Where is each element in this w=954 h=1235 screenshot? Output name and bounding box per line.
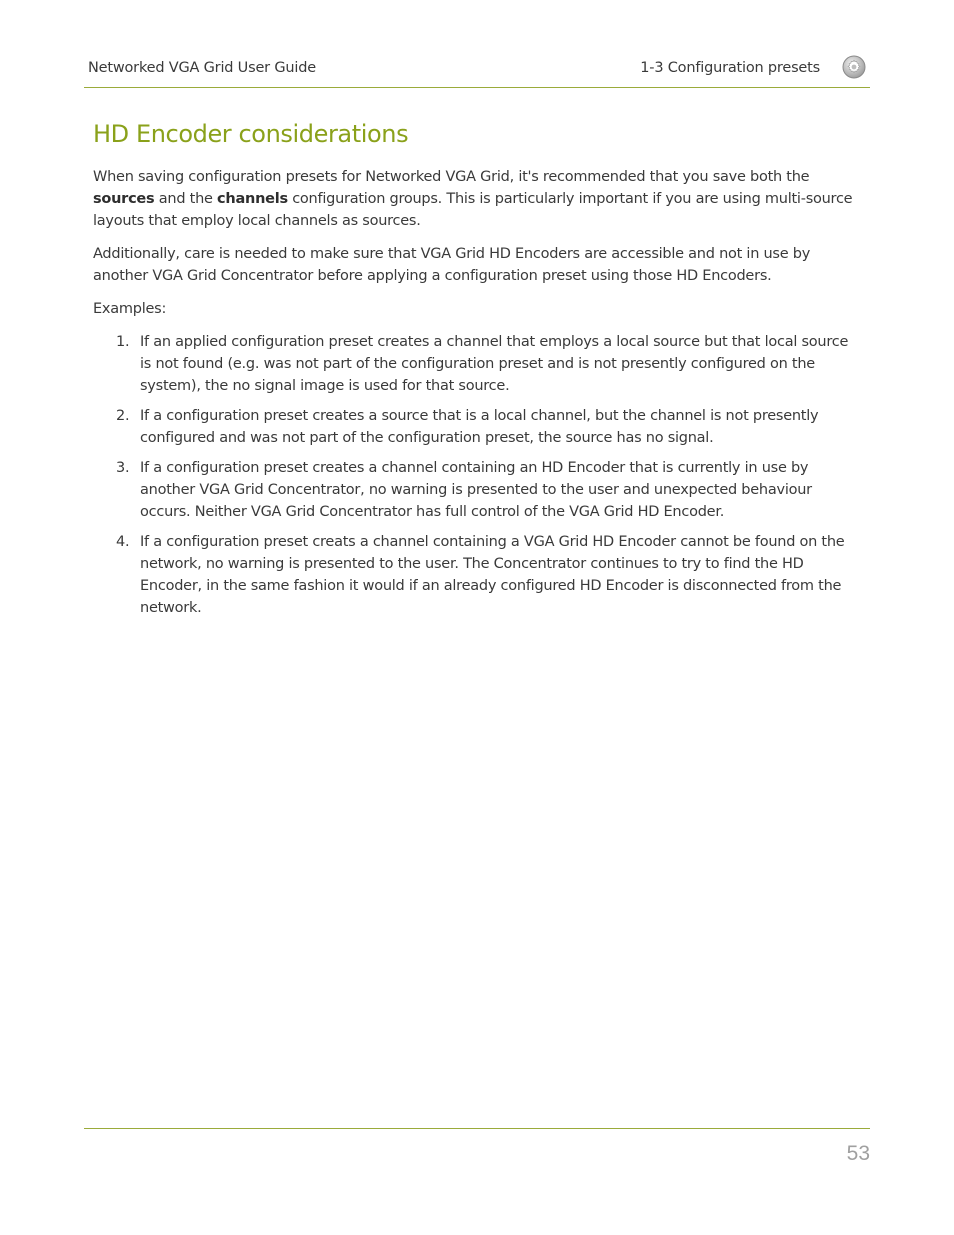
page-header [84,0,870,88]
intro-text-2: and the [154,191,218,207]
list-item [93,457,859,523]
page-content [93,116,859,627]
care-paragraph: Additionally, care is needed to make sure that VGA Grid HD Encoders are accessible and not in use by another VGA Grid Concentrator before applying a configuration preset using those HD Encoders. [93,246,811,284]
gear-icon [842,55,866,79]
intro-paragraph [93,166,859,232]
section-heading: HD Encoder considerations [93,120,409,148]
page-number: 53 [846,1142,870,1165]
guide-title: Networked VGA Grid User Guide [88,60,316,76]
list-item [93,331,859,397]
footer-divider [84,1128,870,1129]
list-item-text: If a configuration preset creates a channel containing an HD Encoder that is currently in use by another VGA Grid Concentrator, no warning is presented to the user and unexpected behaviour occurs. Neither VGA Grid Concentrator has full control of the VGA Grid HD Encoder. [140,460,812,520]
section-title: 1-3 Configuration presets [640,60,820,76]
list-item-number: 1. [116,334,130,350]
sources-term: sources [93,191,155,207]
intro-text-1: When saving configuration presets for Networked VGA Grid, it's recommended that you save both the [93,169,810,185]
channels-term: channels [217,191,288,207]
intro-text-3: configuration groups. This is particularly important if you are using multi-source layouts that employ local channels as sources. [93,191,853,229]
list-item-number: 2. [116,408,130,424]
list-item-text: If an applied configuration preset creates a channel that employs a local source but that local source is not found (e.g. was not part of the configuration preset and is not presently configured on the system), the no signal image is used for that source. [140,334,849,394]
examples-label: Examples: [93,301,167,317]
list-item [93,531,859,619]
list-item-number: 3. [116,460,130,476]
list-item-text: If a configuration preset creats a channel containing a VGA Grid HD Encoder cannot be found on the network, no warning is presented to the user. The Concentrator continues to try to find the HD Encoder, in the same fashion it would if an already configured HD Encoder is disconnected from the network. [140,534,845,616]
list-item-text: If a configuration preset creates a source that is a local channel, but the channel is not presently configured and was not part of the configuration preset, the source has no signal. [140,408,819,446]
examples-list [93,331,859,619]
list-item [93,405,859,449]
list-item-number: 4. [116,534,130,550]
